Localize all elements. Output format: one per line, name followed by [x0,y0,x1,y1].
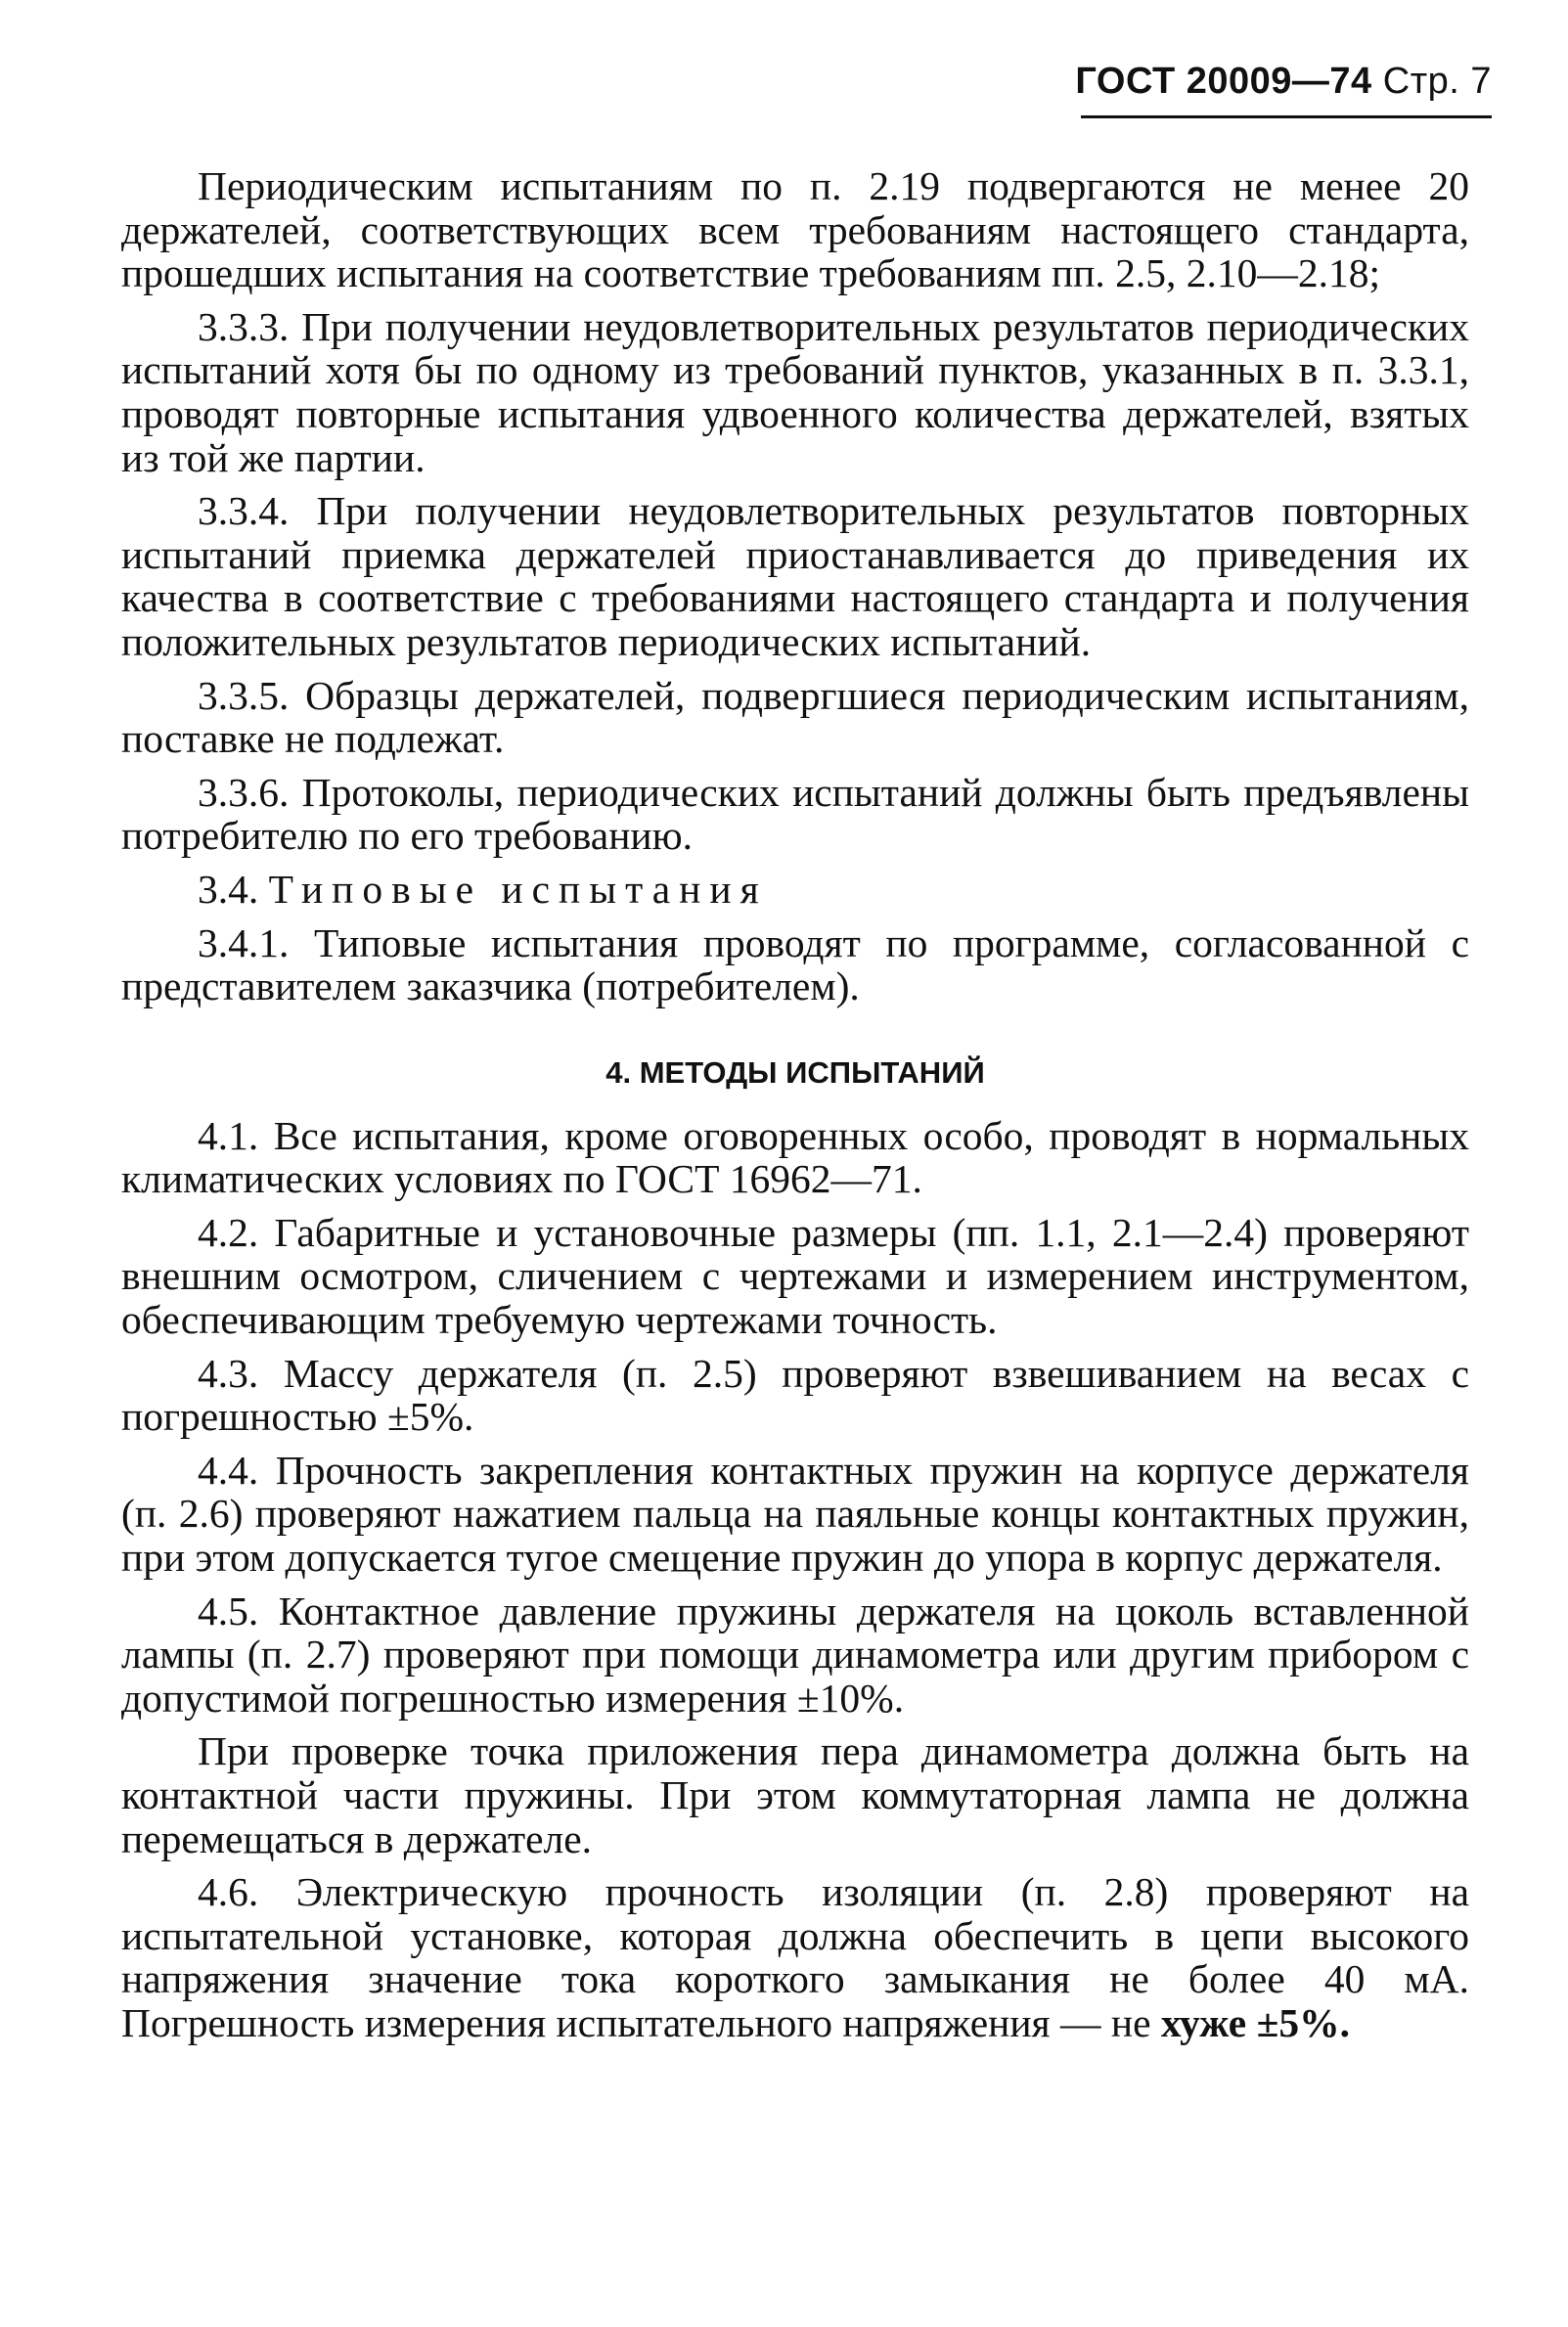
standard-number: ГОСТ 20009—74 [1075,61,1372,102]
subsection-3-4-heading [121,868,1469,912]
paragraph-periodic-tests: Периодическим испытаниям по п. 2.19 подвергаются не менее 20 держателей, соответствующих всем требованиям настоящего стандарта, прошедших испытания на соответствие требованиям пп. 2.5, 2.10—2.18; [121,163,1469,296]
paragraph-4-2: 4.2. Габаритные и установочные размеры (пп. 1.1, 2.1—2.4) проверяют внешним осмотром, сличением с чертежами и измерением инструментом, обеспечивающим требуемую чертежами точность. [121,1209,1469,1343]
paragraph-4-6-end: хуже ±5%. [1160,1999,1350,2045]
page-header [1075,61,1492,103]
paragraph-4-6 [121,1870,1469,2044]
subsection-3-4-title: Типовые испытания [268,866,768,912]
paragraph-3-3-4: 3.3.4. При получении неудовлетворительных результатов повторных испытаний приемка держателей приостанавливается до приведения их качества в соответствие с требованиями настоящего стандарта и получения положительных результатов периодических испытаний. [121,488,1469,664]
subsection-3-4-number: 3.4. [198,866,259,912]
paragraph-4-4: 4.4. Прочность закрепления контактных пружин на корпусе держателя (п. 2.6) проверяют нажатием пальца на паяльные концы контактных пружин, при этом допускается тугое смещение пружин до упора в корпус держателя. [121,1447,1469,1581]
document-body [121,164,1469,2055]
paragraph-4-5-continued: При проверке точка приложения пера динамометра должна быть на контактной части пружины. При этом коммутаторная лампа не должна перемещаться в держателе. [121,1728,1469,1861]
paragraph-3-3-5: 3.3.5. Образцы держателей, подвергшиеся периодическим испытаниям, поставке не подлежат. [121,672,1469,762]
paragraph-4-1: 4.1. Все испытания, кроме оговоренных особо, проводят в нормальных климатических условиях по ГОСТ 16962—71. [121,1112,1469,1202]
section-4-title: 4. МЕТОДЫ ИСПЫТАНИЙ [605,1054,985,1090]
header-rule [1081,115,1492,118]
paragraph-4-3: 4.3. Массу держателя (п. 2.5) проверяют взвешиванием на весах с погрешностью ±5%. [121,1350,1469,1440]
paragraph-4-5: 4.5. Контактное давление пружины держателя на цоколь вставленной лампы (п. 2.7) проверяют при помощи динамометра или другим прибором с допустимой погрешностью измерения ±10%. [121,1588,1469,1721]
paragraph-3-3-6: 3.3.6. Протоколы, периодических испытаний должны быть предъявлены потребителю по его требованию. [121,769,1469,859]
paragraph-3-3-3: 3.3.3. При получении неудовлетворительных результатов периодических испытаний хотя бы по одному из требований пунктов, указанных в п. 3.3.1, проводят повторные испытания удвоенного количества держателей, взятых из той же партии. [121,303,1469,480]
paragraph-3-4-1: 3.4.1. Типовые испытания проводят по программе, согласованной с представителем заказчика (потребителем). [121,919,1469,1009]
page-number: Стр. 7 [1382,61,1492,102]
paragraph-4-6-text: 4.6. Электрическую прочность изоляции (п. 2.8) проверяют на испытательной установке, которая должна обеспечить в цепи высокого напряжения значение тока короткого замыкания не более 40 мА. Погрешность измерения испытательного напряжения — не [121,1869,1469,2045]
